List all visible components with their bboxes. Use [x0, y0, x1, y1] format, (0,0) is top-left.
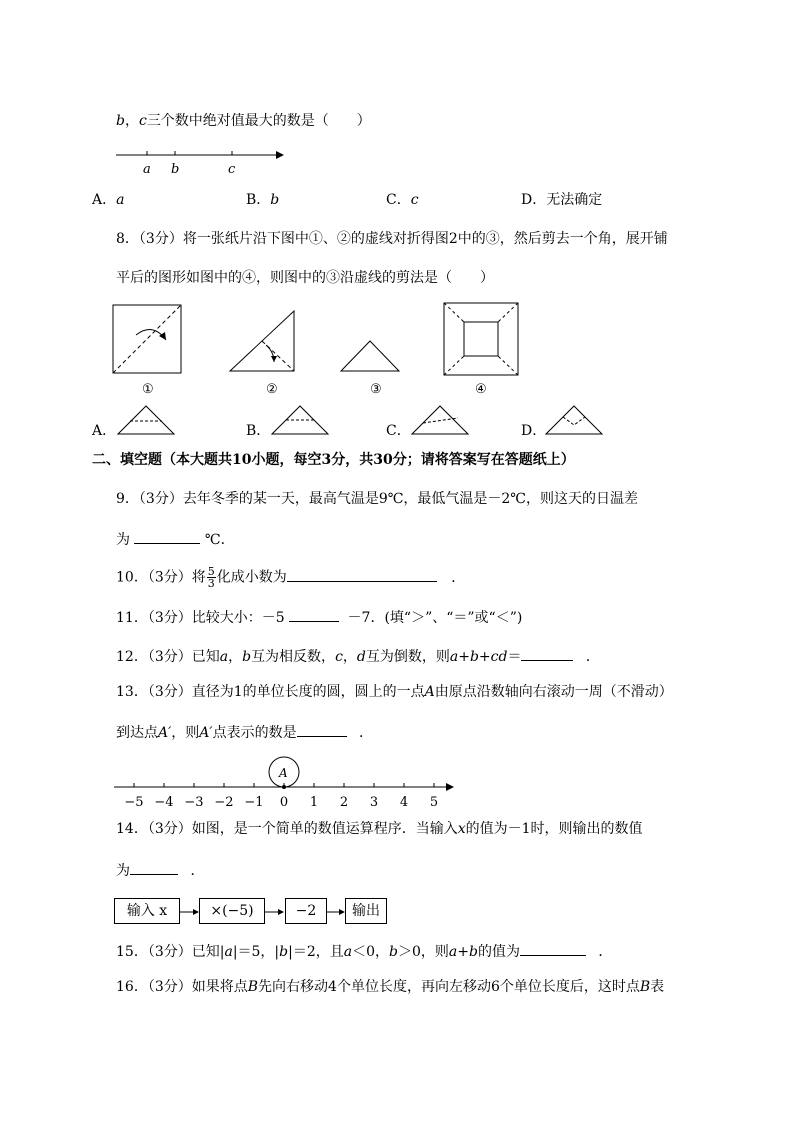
answer-blank[interactable] — [297, 722, 347, 737]
axis-tick-label: −4 — [154, 795, 174, 810]
axis-tick-label: 4 — [399, 795, 409, 810]
flow-subtract-box: −2 — [285, 898, 327, 924]
q10-line: 10．（3分）将 $\frac{5}{3}$ 化成小数为 ． — [116, 565, 466, 590]
q13-line2: 到达点A′，则A′点表示的数是 ． — [116, 722, 373, 742]
q9-line2: 为 ℃． — [116, 529, 235, 549]
q8-option-b-letter[interactable]: B． — [246, 423, 271, 439]
q13-number-line — [110, 752, 460, 814]
q13-line1: 13．（3分）直径为1的单位长度的圆，圆上的一点A由原点沿数轴向右滚动一周（不滑动） — [116, 684, 673, 700]
axis-tick-label: −5 — [124, 795, 144, 810]
q7-option-b[interactable]: B．b — [246, 192, 280, 208]
q7-option-d[interactable]: D．无法确定 — [521, 192, 603, 208]
answer-blank[interactable] — [134, 529, 200, 544]
figure-label-3: ③ — [370, 382, 382, 397]
figure-label-2: ② — [266, 382, 278, 397]
comma: ， — [124, 113, 139, 129]
var-b: b — [116, 113, 125, 129]
axis-label-c: c — [228, 162, 236, 177]
axis-tick-label: 1 — [309, 795, 319, 810]
q8-option-d-letter[interactable]: D． — [521, 423, 547, 439]
answer-blank[interactable] — [289, 607, 339, 622]
flow-arrows — [178, 904, 348, 920]
axis-tick-label: 0 — [279, 795, 289, 810]
q7-number-line — [112, 145, 292, 181]
flow-multiply-box: ×(−5) — [199, 898, 265, 924]
answer-blank[interactable] — [130, 860, 178, 875]
q8-figures — [108, 300, 528, 400]
q8-line1: 8．（3分）将一张纸片沿下图中①、②的虚线对折得图2中的③，然后剪去一个角，展开铺 — [116, 231, 668, 247]
q11-line: 11．（3分）比较大小：－5 －7．(填“＞”、“＝”或“＜”) — [116, 607, 522, 627]
q14-line2: 为 ． — [116, 860, 204, 880]
q12-line: 12．（3分）已知a，b互为相反数，c，d互为倒数，则a+b+cd＝ ． — [116, 646, 600, 666]
q8-option-c-letter[interactable]: C． — [386, 423, 411, 439]
axis-label-b: b — [171, 162, 180, 177]
q7-option-a[interactable]: A．a — [92, 192, 125, 208]
q16-line: 16．（3分）如果将点B先向右移动4个单位长度，再向左移动6个单位长度后，这时点B表 — [116, 979, 665, 995]
q7-stem — [116, 112, 371, 130]
q14-line1: 14．（3分）如图，是一个简单的数值运算程序．当输入x的值为－1时，则输出的数值 — [116, 821, 643, 837]
axis-tick-label: 5 — [429, 795, 439, 810]
section-heading: 二、填空题（本大题共10小题，每空3分，共30分；请将答案写在答题纸上） — [92, 452, 575, 468]
axis-tick-label: −1 — [244, 795, 264, 810]
flow-input-box: 输入 x — [114, 898, 180, 924]
figure-label-4: ④ — [475, 382, 487, 397]
answer-blank[interactable] — [287, 567, 437, 582]
q15-line: 15．（3分）已知|a|＝5，|b|＝2，且a＜0，b＞0，则a+b的值为 ． — [116, 941, 612, 961]
axis-tick-label: 3 — [369, 795, 379, 810]
answer-blank[interactable] — [521, 646, 573, 661]
q8-option-triangles — [110, 400, 610, 440]
figure-label-1: ① — [142, 382, 154, 397]
axis-tick-label: −2 — [214, 795, 234, 810]
fraction: $\frac{5}{3}$ — [207, 565, 215, 590]
axis-label-a: a — [143, 162, 151, 177]
axis-tick-label: 2 — [339, 795, 349, 810]
q8-option-a-letter[interactable]: A． — [92, 423, 117, 439]
circle-point-label: A — [279, 766, 288, 780]
flow-output-box: 输出 — [345, 898, 387, 924]
q7-stem-text: 三个数中绝对值最大的数是（ ） — [146, 113, 371, 129]
answer-blank[interactable] — [520, 941, 586, 956]
q7-option-c[interactable]: C．c — [386, 192, 419, 208]
q8-line2: 平后的图形如图中的④，则图中的③沿虚线的剪法是（ ） — [116, 270, 494, 286]
axis-tick-label: −3 — [184, 795, 204, 810]
var-c: c — [138, 113, 147, 129]
q9-line1: 9．（3分）去年冬季的某一天，最高气温是9℃，最低气温是－2℃，则这天的日温差 — [116, 491, 638, 507]
